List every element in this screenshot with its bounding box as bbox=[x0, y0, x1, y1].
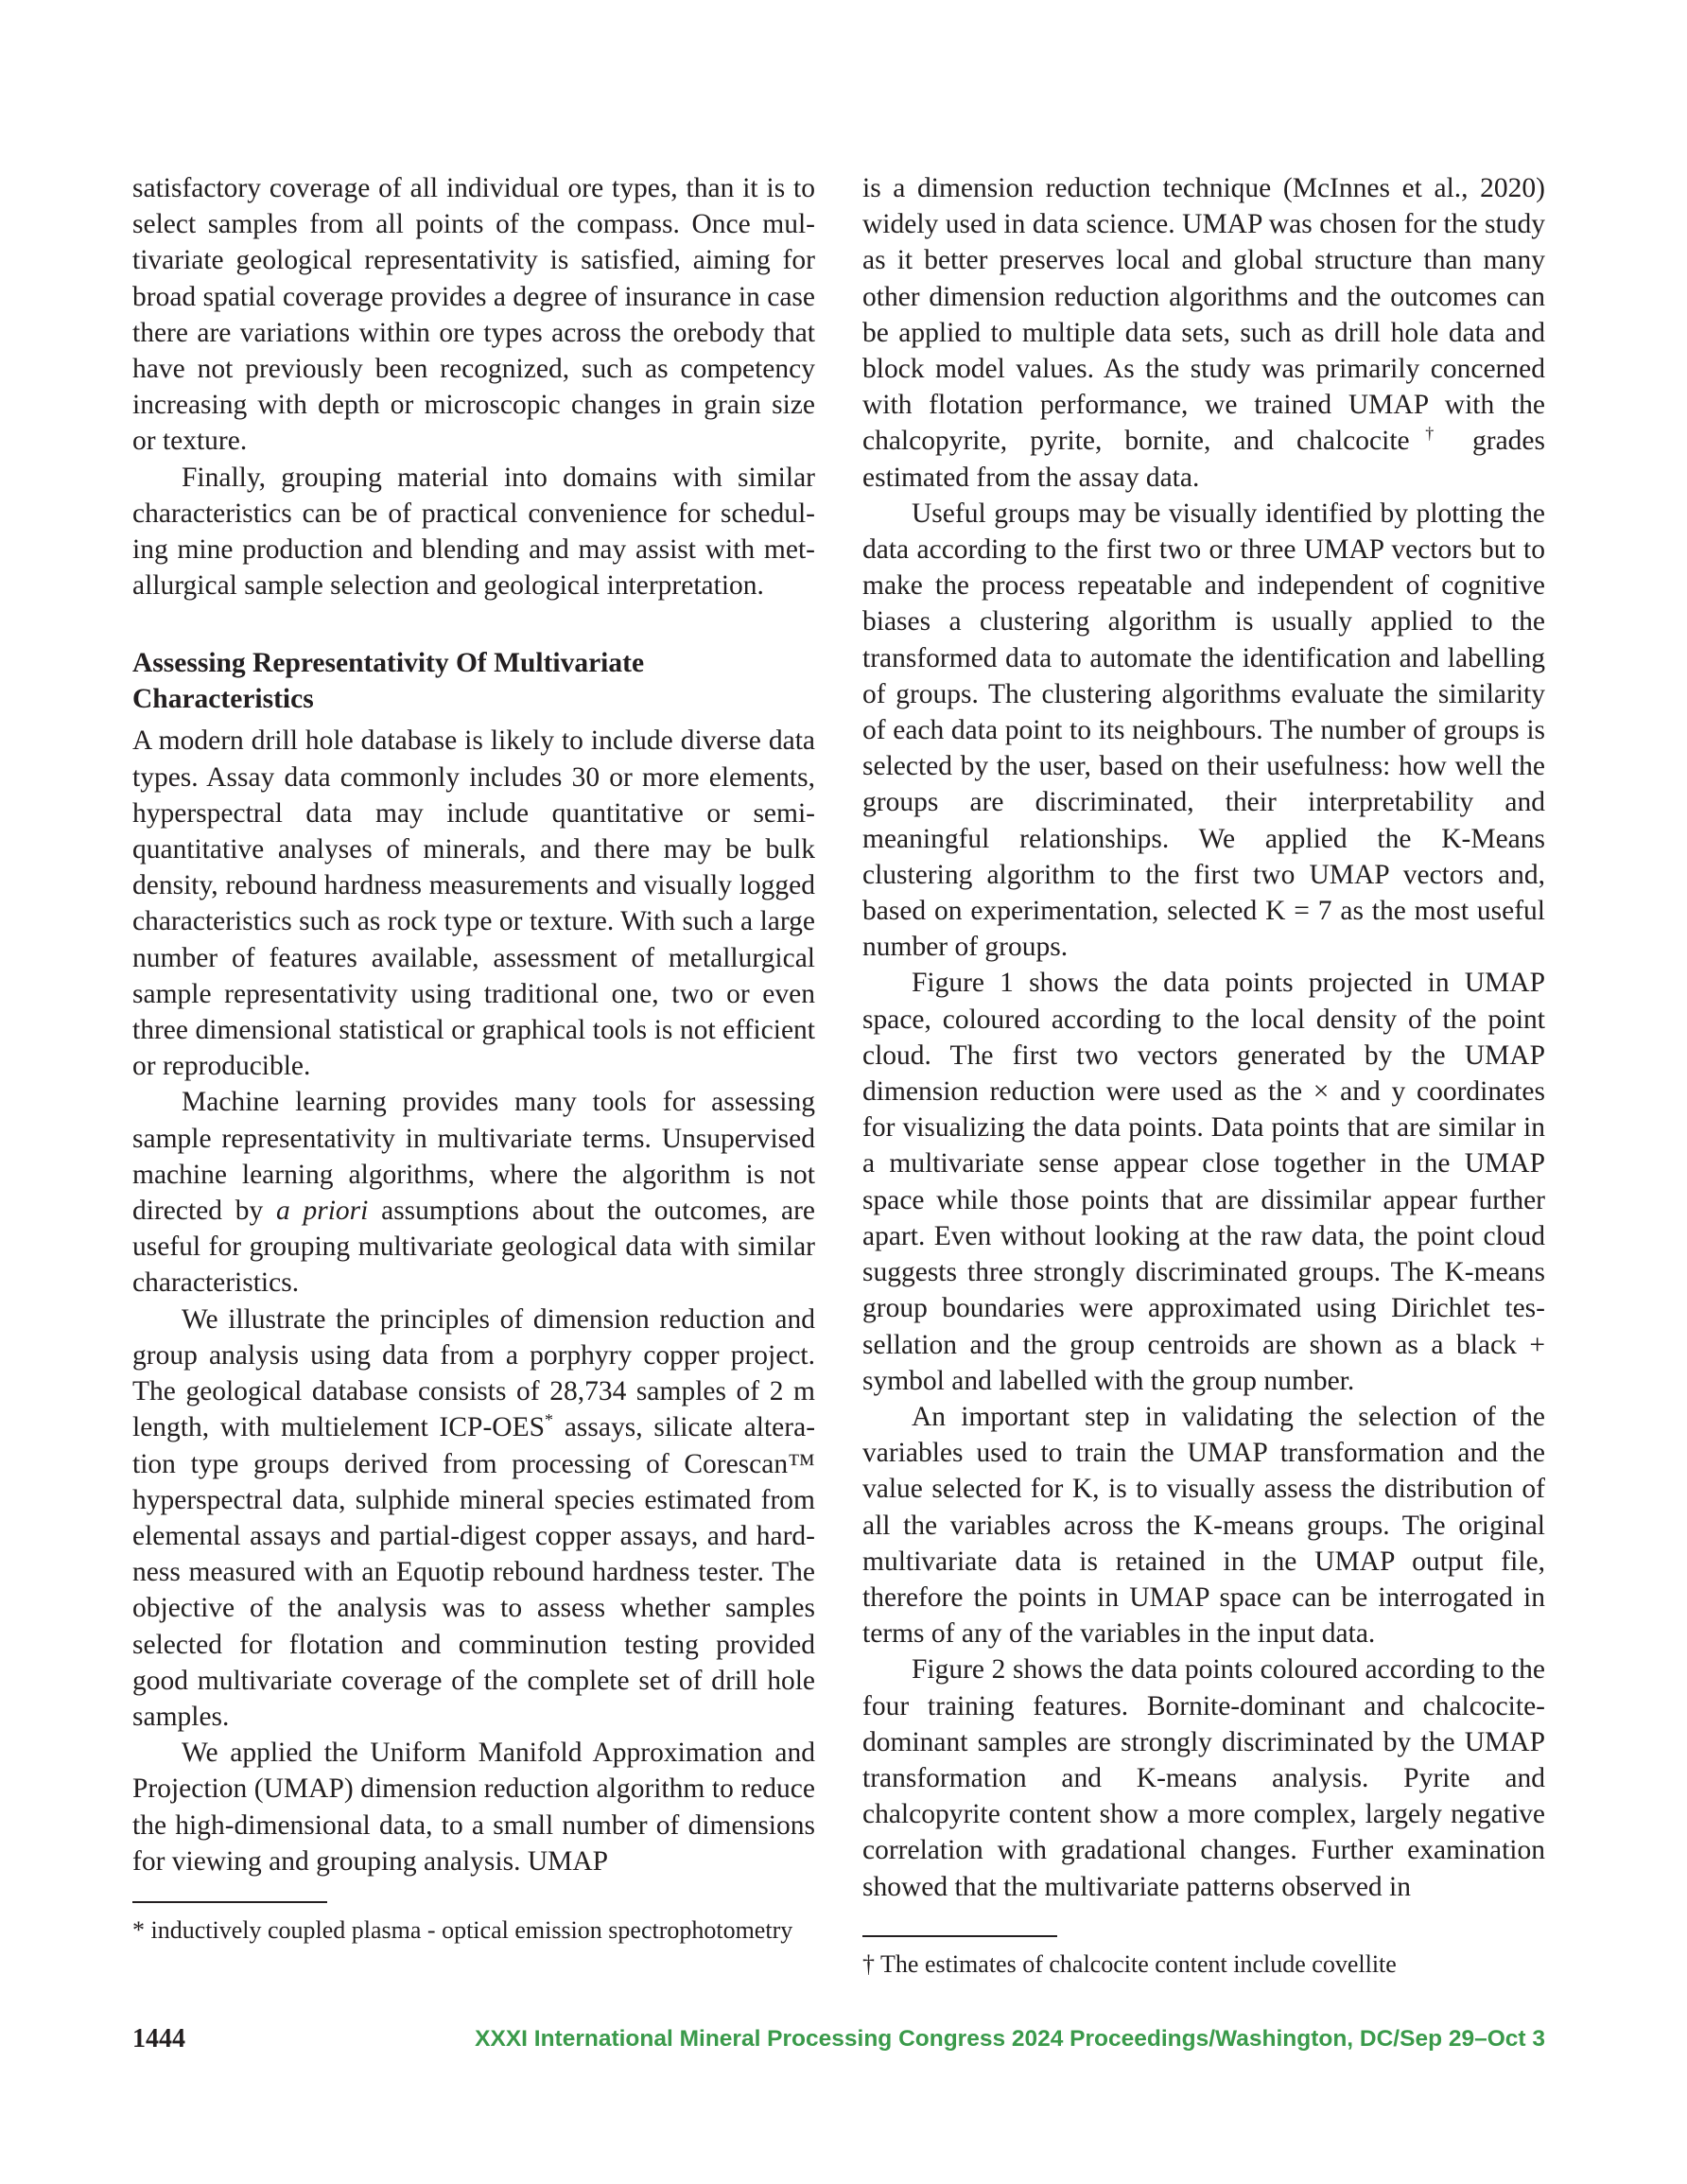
footnote-left bbox=[132, 1901, 815, 1947]
paragraph bbox=[862, 170, 1545, 496]
right-column bbox=[862, 170, 1545, 1905]
paragraph: Figure 2 shows the data points coloured according to the four training features. Bornite-dominant and chalcocite-dominant samples are strongly discriminated by the UMAP transformation and K-means analysis. Pyrite and chalcopyrite content show a more complex, largely negative correlation with gradational changes. Further examination showed that the multivariate patterns observed in bbox=[862, 1654, 1545, 1902]
text-run: assumptions about the outcomes, are useful for grouping multivariate geological data with similar characteristics. bbox=[132, 1196, 815, 1299]
paragraph: Finally, grouping material into domains with similar characteristics can be of practical convenience for scheduling mine production and blending and may assist with metallurgical sample selection and geological interpretation. bbox=[132, 462, 815, 602]
running-title: XXXI International Mineral Processing Congress 2024 Proceedings/Washington, DC/Sep 29–Oct 3 bbox=[475, 2026, 1545, 2052]
paragraph: Figure 1 shows the data points projected in UMAP space, coloured according to the local density of the point cloud. The first two vectors generated by the UMAP dimension reduction were used as the × and y coordinates for visualizing the data points. Data points that are similar in a multivariate sense appear close together in the UMAP space while those points that are dissimilar appear further apart. Even without looking at the raw data, the point cloud suggests three strongly discriminated groups. The K-means group boundaries were approximated using Dirichlet tessellation and the group centroids are shown as a black + symbol and labelled with the group number. bbox=[862, 968, 1545, 1396]
text-run: Machine learning provides many tools for assessing sample representativity in multivariate terms. Unsupervised machine learning algorithms, where the algorithm is not directed by bbox=[132, 1087, 815, 1227]
paragraph: satisfactory coverage of all individual ore types, than it is to select samples from all points of the compass. Once multivariate geological representativity is satisfied, aiming for broad spatial coverage provides a degree of insurance in case there are variations within ore types across the orebody that have not previously been recognized, such as competency increasing with depth or microscopic changes in grain size or texture. bbox=[132, 173, 815, 457]
text-run: is a dimension reduction technique (McInnes et al., 2020) widely used in data science. UMAP was chosen for the study as it better preserves local and global structure than many other dimension reduction algorithms and the outcomes can be applied to multiple data sets, such as drill hole data and block model values. As the study was primarily concerned with flotation performance, we trained UMAP with the chalcopyrite, pyrite, bornite, and chalcocite bbox=[862, 173, 1545, 457]
page-footer bbox=[132, 2024, 1545, 2062]
paragraph: Useful groups may be visually identified by plotting the data according to the first two or three UMAP vectors but to make the process repeatable and independent of cognitive biases a clustering algorithm is usually applied to the transformed data to automate the identification and labelling of groups. The clustering algorithms evaluate the similarity of each data point to its neighbours. The number of groups is selected by the user, based on their usefulness: how well the groups are discriminated, their interpretability and meaningful relationships. We applied the K-Means clustering algorithm to the first two UMAP vectors and, based on experimentation, selected K = 7 as the most useful number of groups. bbox=[862, 498, 1545, 963]
paragraph: We applied the Uniform Manifold Approximation and Projection (UMAP) dimension reduction algorithm to reduce the high-dimensional data, to a small number of dimensions for viewing and grouping analysis. UMAP bbox=[132, 1738, 815, 1877]
footnote-marker: * bbox=[545, 1410, 554, 1430]
footnote-rule bbox=[132, 1901, 327, 1903]
text-run: grades estimated from the assay data. bbox=[862, 426, 1545, 493]
paragraph: A modern drill hole database is likely to include diverse data types. Assay data commonly includes 30 or more elements, hyperspectral data may include quantitative or semi-quantitative analyses of minerals, and there may be bulk density, rebound hardness measurements and visually logged characteristics such as rock type or texture. With such a large number of features available, assessment of metallurgical sample representativity using traditional one, two or even three dimensional statistical or graphical tools is not efficient or reproducible. bbox=[132, 725, 815, 1082]
footnote-right bbox=[862, 1935, 1545, 1981]
paragraph bbox=[132, 1302, 815, 1735]
left-column bbox=[132, 170, 815, 1879]
paragraph bbox=[132, 1084, 815, 1301]
paragraph: An important step in validating the selection of the variables used to train the UMAP transformation and the value selected for K, is to visually assess the distribution of all the variables across the K-means groups. The original multivariate data is retained in the UMAP output file, therefore the points in UMAP space can be interrogated in terms of any of the variables in the input data. bbox=[862, 1401, 1545, 1650]
footnote-text: † The estimates of chalcocite content include covellite bbox=[862, 1950, 1397, 1978]
footnote-text: * inductively coupled plasma - optical emission spectrophotometry bbox=[132, 1916, 793, 1944]
page-number: 1444 bbox=[132, 2024, 185, 2053]
section-heading: Assessing Representativity Of Multivariate Characteristics bbox=[132, 648, 645, 715]
footnote-marker: † bbox=[1409, 424, 1450, 444]
text-run: assays, silicate alteration type groups derived from processing of Corescan™ hyperspectral data, sulphide mineral species estimated from elemental assays and partial-digest copper assays, and hardness measured with an Equotip rebound hardness tester. The objective of the analysis was to assess whether samples selected for flotation and comminution testing provided good multivariate coverage of the complete set of drill hole samples. bbox=[132, 1412, 816, 1732]
footnote-rule bbox=[862, 1935, 1057, 1937]
italic-term: a priori bbox=[276, 1196, 369, 1227]
text-run: We illustrate the principles of dimension reduction and group analysis using data from a porphyry copper project. The geological database consists of 28,734 samples of 2 m length, with multielement ICP-OES bbox=[132, 1303, 815, 1443]
